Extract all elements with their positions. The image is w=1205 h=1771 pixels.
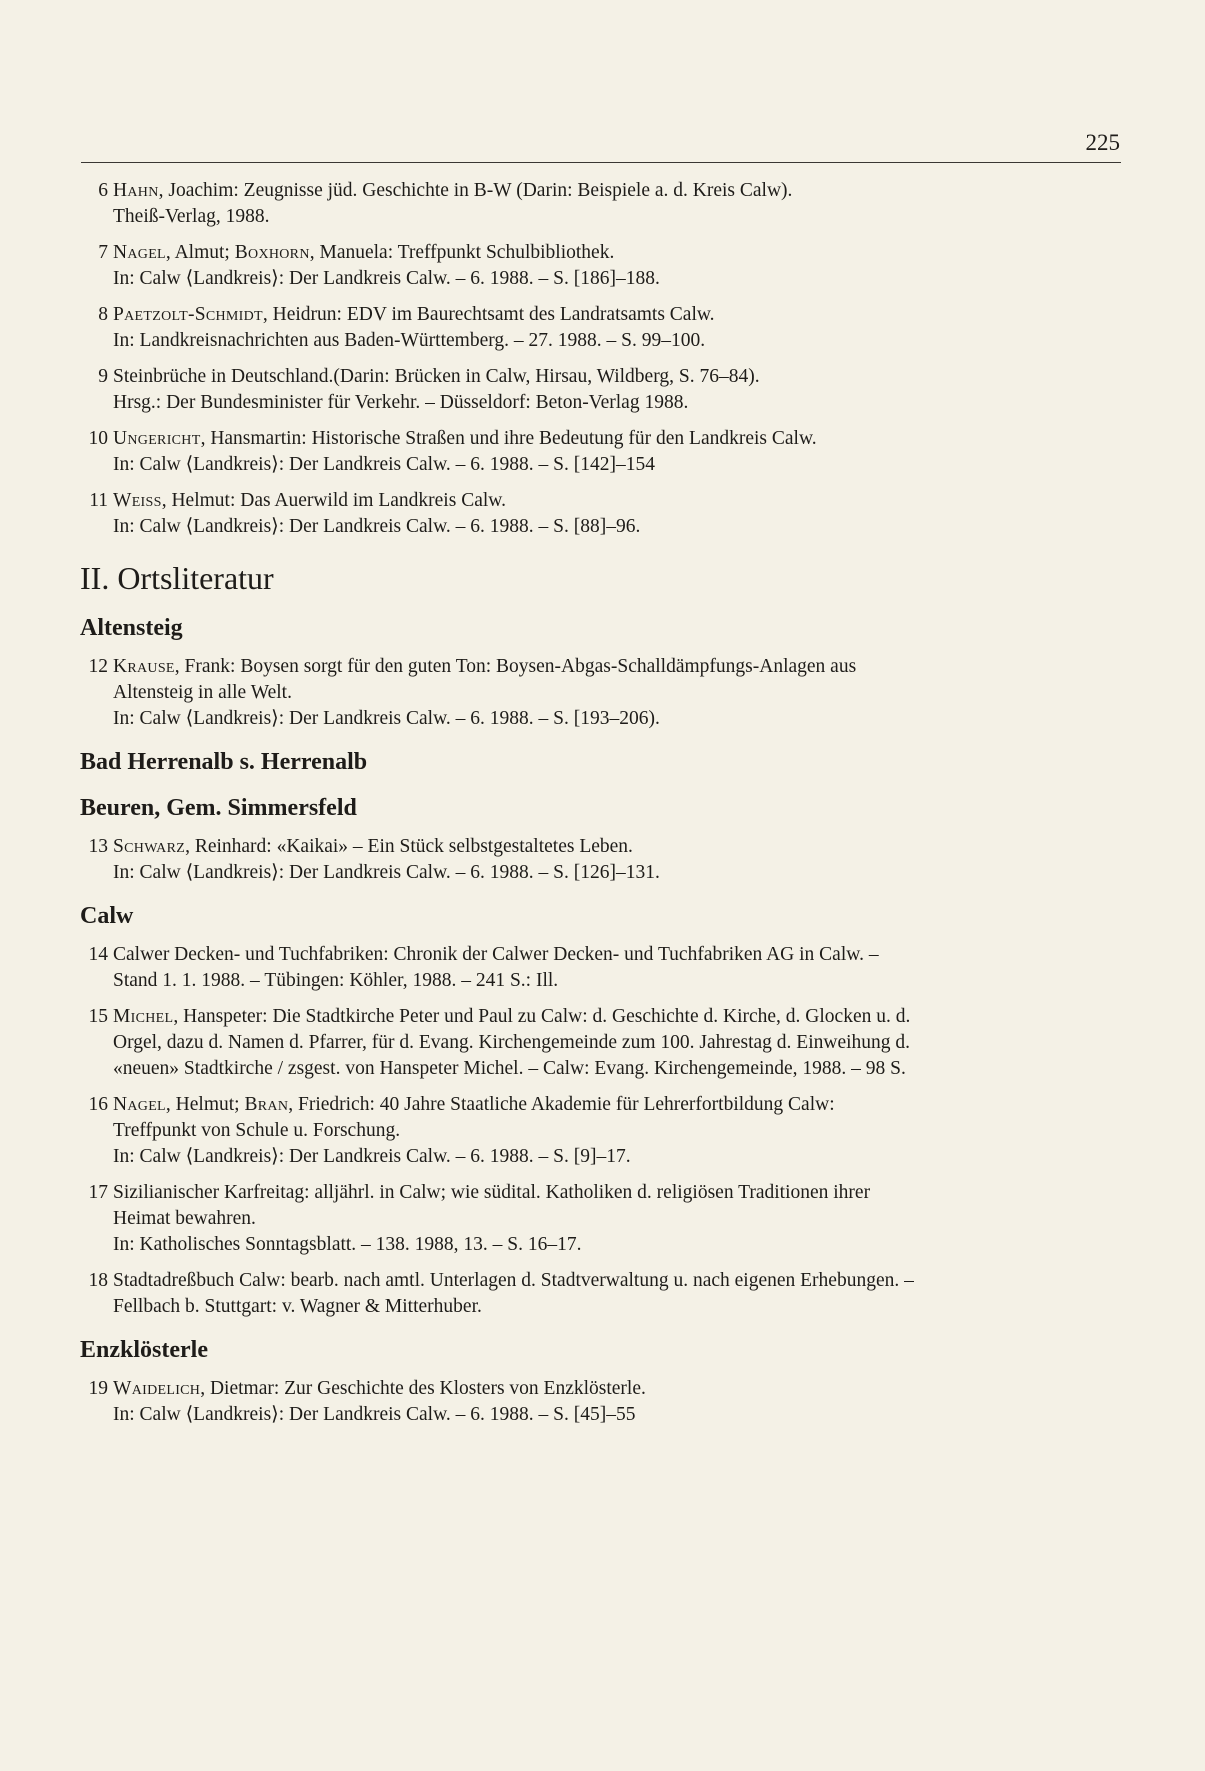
entry-author: Ungericht xyxy=(113,428,201,449)
section-heading: Enzklösterle xyxy=(80,1337,208,1363)
bibliography-entry xyxy=(78,302,1118,354)
entry-line: Stadtadreßbuch Calw: bearb. nach amtl. Unterlagen d. Stadtverwaltung u. nach eigenen Erhebungen. – xyxy=(113,1270,914,1291)
entry-line: In: Landkreisnachrichten aus Baden-Württemberg. – 27. 1988. – S. 99–100. xyxy=(113,330,706,351)
entry-line: Heimat bewahren. xyxy=(113,1208,256,1229)
entry-number: 17 xyxy=(88,1182,108,1203)
entry-text: , Frank: Boysen sorgt für den guten Ton: Boysen-Abgas-Schalldämpfungs-Anlagen aus xyxy=(174,656,857,677)
bibliography-entry xyxy=(78,834,1118,886)
part-title: II. Ortsliteratur xyxy=(80,560,274,596)
entry-line: Treffpunkt von Schule u. Forschung. xyxy=(113,1120,401,1141)
entry-number: 12 xyxy=(88,656,108,677)
entry-author: Nagel xyxy=(113,1094,166,1115)
entry-line: In: Calw ⟨Landkreis⟩: Der Landkreis Calw. – 6. 1988. – S. [142]–154 xyxy=(113,454,655,475)
entry-text: , Friedrich: 40 Jahre Staatliche Akademie für Lehrerfortbildung Calw: xyxy=(288,1094,835,1115)
entry-line xyxy=(113,1376,1118,1402)
bibliography-entry xyxy=(78,1004,1118,1082)
entry-number: 8 xyxy=(98,304,108,325)
entry-line: In: Calw ⟨Landkreis⟩: Der Landkreis Calw. – 6. 1988. – S. [126]–131. xyxy=(113,862,660,883)
entry-text: , Helmut: Das Auerwild im Landkreis Calw. xyxy=(161,490,506,511)
entry-number: 18 xyxy=(88,1270,108,1291)
section-heading: Bad Herrenalb s. Herrenalb xyxy=(80,749,368,775)
bibliography-entry xyxy=(78,1376,1118,1428)
section-heading: Calw xyxy=(80,903,134,929)
entry-number: 7 xyxy=(98,242,108,263)
entry-number: 19 xyxy=(88,1378,108,1399)
entry-line xyxy=(113,178,1118,204)
entry-author: Weiss xyxy=(113,490,162,511)
entry-number: 15 xyxy=(88,1006,108,1027)
bibliography-entry xyxy=(78,942,1118,994)
entry-line xyxy=(113,654,1118,680)
entry-text: , Hansmartin: Historische Straßen und ihre Bedeutung für den Landkreis Calw. xyxy=(200,428,817,449)
entry-line: «neuen» Stadtkirche / zsgest. von Hanspeter Michel. – Calw: Evang. Kirchengemeinde, 1988. – 98 S. xyxy=(113,1058,906,1079)
header-rule xyxy=(81,162,1121,163)
bibliography-entry xyxy=(78,488,1118,540)
entry-text: , Joachim: Zeugnisse jüd. Geschichte in B-W (Darin: Beispiele a. d. Kreis Calw). xyxy=(158,180,793,201)
entry-line: Hrsg.: Der Bundesminister für Verkehr. – Düsseldorf: Beton-Verlag 1988. xyxy=(113,392,689,413)
entry-text: , Dietmar: Zur Geschichte des Klosters von Enzklösterle. xyxy=(200,1378,646,1399)
entry-line: Fellbach b. Stuttgart: v. Wagner & Mitterhuber. xyxy=(113,1296,482,1317)
entry-number: 13 xyxy=(88,836,108,857)
entry-line: In: Calw ⟨Landkreis⟩: Der Landkreis Calw. – 6. 1988. – S. [45]–55 xyxy=(113,1404,636,1425)
entry-author: Nagel xyxy=(113,242,166,263)
bibliography-entry xyxy=(78,1092,1118,1170)
section-heading: Beuren, Gem. Simmersfeld xyxy=(80,795,357,821)
entry-author: Waidelich xyxy=(113,1378,201,1399)
entry-line xyxy=(113,240,1118,266)
entry-text: , Heidrun: EDV im Baurechtsamt des Landratsamts Calw. xyxy=(262,304,715,325)
entry-text: , Almut; xyxy=(165,242,235,263)
bibliography-entry xyxy=(78,1180,1118,1258)
entry-line xyxy=(113,488,1118,514)
entry-line: Calwer Decken- und Tuchfabriken: Chronik der Calwer Decken- und Tuchfabriken AG in Calw. – xyxy=(113,944,879,965)
page-content xyxy=(78,178,1118,1438)
entry-line: In: Katholisches Sonntagsblatt. – 138. 1988, 13. – S. 16–17. xyxy=(113,1234,582,1255)
entry-number: 6 xyxy=(98,180,108,201)
entry-line: Sizilianischer Karfreitag: alljährl. in Calw; wie südital. Katholiken d. religiösen Traditionen ihrer xyxy=(113,1182,871,1203)
section-heading: Altensteig xyxy=(80,615,183,641)
entry-line: In: Calw ⟨Landkreis⟩: Der Landkreis Calw. – 6. 1988. – S. [186]–188. xyxy=(113,268,660,289)
entry-line xyxy=(113,834,1118,860)
entry-line: Altensteig in alle Welt. xyxy=(113,682,292,703)
entry-line: Steinbrüche in Deutschland.(Darin: Brücken in Calw, Hirsau, Wildberg, S. 76–84). xyxy=(113,366,760,387)
entry-line: Orgel, dazu d. Namen d. Pfarrer, für d. Evang. Kirchengemeinde zum 100. Jahrestag d. Einweihung d. xyxy=(113,1032,911,1053)
entry-author: Schwarz xyxy=(113,836,186,857)
entry-author: Krause xyxy=(113,656,175,677)
bibliography-entry xyxy=(78,364,1118,416)
entry-line: Stand 1. 1. 1988. – Tübingen: Köhler, 1988. – 241 S.: Ill. xyxy=(113,970,559,991)
entry-text: , Manuela: Treffpunkt Schulbibliothek. xyxy=(309,242,615,263)
entry-line xyxy=(113,426,1118,452)
bibliography-entry xyxy=(78,240,1118,292)
entry-line xyxy=(113,1092,1118,1118)
entry-number: 9 xyxy=(98,366,108,387)
entry-number: 10 xyxy=(88,428,108,449)
entry-text: , Hanspeter: Die Stadtkirche Peter und Paul zu Calw: d. Geschichte d. Kirche, d. Glocken u. d. xyxy=(173,1006,911,1027)
entry-line: In: Calw ⟨Landkreis⟩: Der Landkreis Calw. – 6. 1988. – S. [193–206). xyxy=(113,708,660,729)
entry-line: In: Calw ⟨Landkreis⟩: Der Landkreis Calw. – 6. 1988. – S. [88]–96. xyxy=(113,516,641,537)
entry-line xyxy=(113,1004,1118,1030)
entry-number: 16 xyxy=(88,1094,108,1115)
entry-text: , Helmut; xyxy=(165,1094,245,1115)
entry-line: In: Calw ⟨Landkreis⟩: Der Landkreis Calw. – 6. 1988. – S. [9]–17. xyxy=(113,1146,631,1167)
bibliography-entry xyxy=(78,654,1118,732)
entry-line xyxy=(113,302,1118,328)
entry-number: 11 xyxy=(89,490,108,511)
entry-author: Michel xyxy=(113,1006,174,1027)
bibliography-entry xyxy=(78,1268,1118,1320)
bibliography-entry xyxy=(78,426,1118,478)
entry-line: Theiß-Verlag, 1988. xyxy=(113,206,270,227)
entry-author: Bran xyxy=(244,1094,289,1115)
entry-text: , Reinhard: «Kaikai» – Ein Stück selbstgestaltetes Leben. xyxy=(185,836,633,857)
page-number: 225 xyxy=(1085,130,1120,155)
entry-number: 14 xyxy=(88,944,108,965)
bibliography-entry xyxy=(78,178,1118,230)
entry-author: Hahn xyxy=(113,180,159,201)
entry-author: Paetzolt-Schmidt xyxy=(113,304,263,325)
entry-author: Boxhorn xyxy=(234,242,310,263)
